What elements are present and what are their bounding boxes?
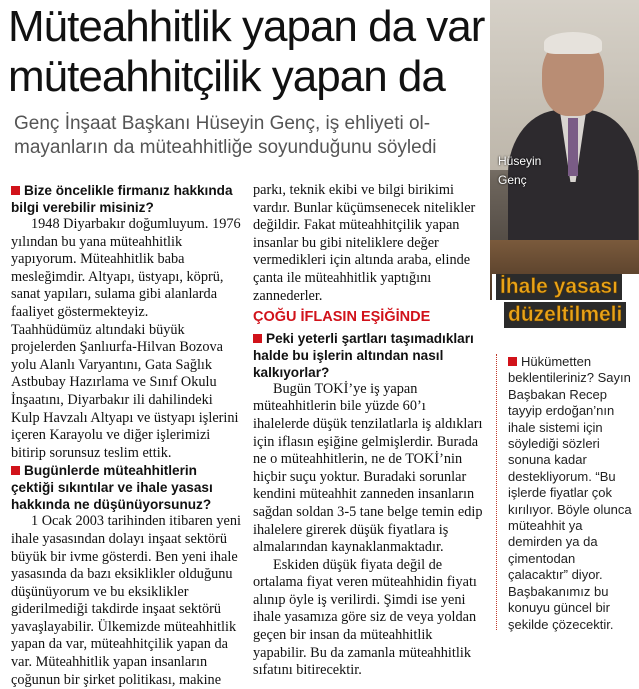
red-square-icon <box>11 466 20 475</box>
red-square-icon <box>11 186 20 195</box>
sidebar-divider <box>496 354 497 630</box>
question-2: Bugünlerde müteahhitlerin çektiği sıkıntılar ve ihale yasası hakkında ne düşünüyorsunuz? <box>11 463 213 513</box>
sidebar-text <box>508 354 636 633</box>
photo-hair <box>544 32 602 54</box>
caption-line-2: Genç <box>498 173 527 187</box>
photo-caption <box>498 152 541 190</box>
answer-0: parkı, teknik ekibi ve bilgi birikimi vardır. Bunlar küçümsenecek nitelikler değildir. Fakat müteahhitçilik yapan insanlar bu gibi niteliklere değer vermedikleri için altında araba, elinde çanta ile müteahhitlik yaptığını zannederler. <box>253 182 476 304</box>
answer-1b: Taahhüdümüz altındaki büyük projelerden Şanlıurfa-Hilvan Bozova yolu Alanlı Varyantını, Gata Sağlık Astbubay Hazırlama ve Sınıf Okulu İnşaatını, Diyarbakır ili dahilindeki Kulp Havzalı Altyapı ve üstyapı işlerini içeren Karayolu ve diğer işlerimizi bitirip sorunsuz teslim ettik. <box>11 321 239 461</box>
callout-box <box>492 274 639 344</box>
question-1: Bize öncelikle firmanız hakkında bilgi verebilir misiniz? <box>11 183 233 215</box>
question-3: Peki yeterli şartları taşımadıkları halde bu işlerin altından nasıl kalkıyorlar? <box>253 330 474 380</box>
answer-1: 1948 Diyarbakır doğumluyum. 1976 yılından bu yana müteahhitlik yapıyorum. Müteahhitlik baba mesleğimdir. Altyapı, üstyapı, köprü, sanat yapıları, sulama gibi alanlarda faaliyet göstermekteyiz. <box>11 216 241 320</box>
sidebar-question: Hükümetten beklentileriniz? <box>508 354 594 386</box>
column-2 <box>253 182 483 680</box>
sidebar-box <box>490 352 639 633</box>
column-1 <box>11 182 243 689</box>
headline-line-2: müteahhitçilik yapan da <box>8 52 445 101</box>
sidebar-answer: Sayın Başbakan Recep tayyip erdoğan’nın ihale sistemi için söylediği sözleri sonuna kadar destekliyorum. “Bu işlerde fiyatlar çok kırılıyor. Böyle olunca müteahhit ya demirden ya da çimentodan çalacaktır” diyor. Başbakanımız bu konuyu güncel bir şekilde çözecektir. <box>508 370 632 632</box>
callout-line-2: düzeltilmeli <box>504 302 626 328</box>
subheading: ÇOĞU İFLASIN EŞİĞİNDE <box>253 309 431 326</box>
headline <box>8 2 528 102</box>
answer-3: Bugün TOKİ’ye iş yapan müteahhitlerin bile yüzde 60’ı ihalelerde düşük tenzilatlarla iş aldıkları için iflasın eşiğine gelmişlerdir. Burada ne o müteahhitlerin, ne de TOKİ’nin hiçbir suçu yoktur. Buradaki sorunlar kendini müteahhit zanneden insanların sağdan soldan 3-5 tane belge temin edip ihalelere girerek düşük fiyatlara iş almalarından kaynaklanmaktadır. <box>253 380 483 556</box>
portrait-photo <box>490 0 639 300</box>
headline-line-1: Müteahhitlik yapan da var <box>8 2 485 51</box>
photo-tie <box>568 118 578 176</box>
deck <box>14 112 514 160</box>
answer-4: Eskiden düşük fiyata değil de ortalama fiyat veren müteahhidin fiyatı alınıp öyle iş verilirdi. Şimdi ise yeni ihale yasamıza göre siz de veya yoldan geçen bir insan da müteahhitlik yapabilir. Bu da zamanla müteahhitlik sıfatını bitirecektir. <box>253 556 477 679</box>
caption-line-1: Hüseyin <box>498 154 542 168</box>
callout-line-1: İhale yasası <box>496 274 622 300</box>
deck-line-2: mayanların da müteahhitliğe soyunduğunu söyledi <box>14 137 437 158</box>
answer-2: 1 Ocak 2003 tarihinden itibaren yeni ihale yasasından dolayı inşaat sektörü büyük bir ivme gösterdi. Ben yeni ihale yasasında da bazı eksiklikler olduğunu düşünüyorum ve bu eksiklikler giderilmediği takdirde inşaat sektörü yavaşlayabilir. Ülkemizde müteahhitlik yapan da var, müteahhitçilik yapan da var. Müteahhitlik yapan insanların çoğunun bir şirket politikası, makine <box>11 513 242 688</box>
deck-line-1: Genç İnşaat Başkanı Hüseyin Genç, iş ehliyeti ol- <box>14 113 431 134</box>
red-square-icon <box>253 334 262 343</box>
red-square-icon <box>508 357 517 366</box>
